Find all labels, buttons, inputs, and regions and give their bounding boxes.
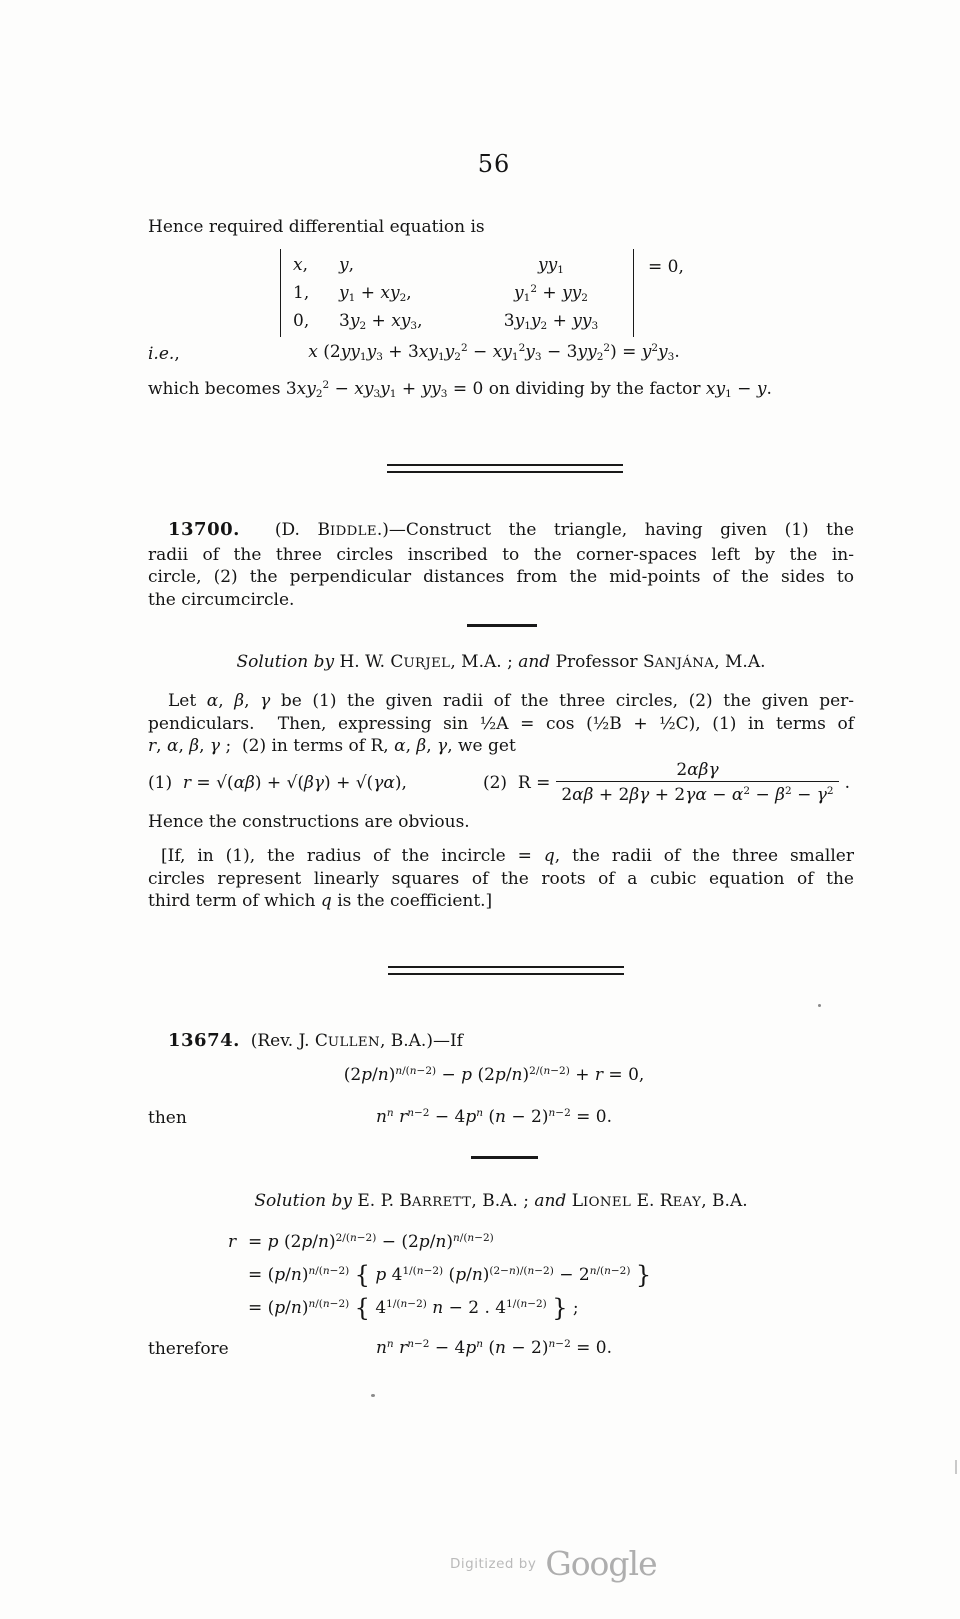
- hence-line: Hence the constructions are obvious.: [148, 812, 470, 832]
- det-equals-zero: = 0,: [648, 257, 684, 277]
- det-cell: 0,: [293, 311, 310, 331]
- scan-speck: [818, 1004, 821, 1007]
- note-line: third term of which q is the coefficient.]: [148, 891, 493, 912]
- equation-1: (1) r = √(αβ) + √(βγ) + √(γα),: [148, 773, 407, 793]
- derivation-body: = $(p/n)^{n/(n-2)}$ { $4^{1/(n-2)}$ n − 2 . $4^{1/(n-2)}$ } ;: [248, 1294, 579, 1322]
- becomes-line: which becomes $3xy_2^2 - xy_3y_1 + yy_3 = 0$ on dividing by the factor $xy_1 - y$.: [148, 379, 772, 400]
- solution-line: pendiculars. Then, expressing sin ½A = cos (½B + ½C), (1) in terms of: [148, 713, 854, 734]
- derivation-row: [228, 1292, 651, 1325]
- problem-13700-statement: [148, 519, 854, 611]
- bracketed-note: [148, 845, 854, 913]
- solution-line: r, α, β, γ ; (2) in terms of R, α, β, γ, we get: [148, 736, 516, 757]
- note-line: [If, in (1), the radius of the incircle = q, the radii of the three smaller: [161, 846, 854, 866]
- derivation-lhs: [228, 1259, 248, 1292]
- double-rule-divider: [387, 464, 623, 473]
- det-cell: 1,: [293, 283, 310, 303]
- derivation-block: [228, 1226, 651, 1325]
- problem-line: the circumcircle.: [148, 589, 295, 610]
- derivation-lhs: r: [228, 1232, 237, 1252]
- det-cell: $y_1 + xy_2$,: [339, 283, 412, 304]
- problem-13674-equation-1: $(2p/n)^{n/(n-2)} - p$ $(2p/n)^{2/(n-2)} + r = 0$,: [343, 1065, 645, 1085]
- derivation-body: = p $(2p/n)^{2/(n-2)} - (2p/n)^{n/(n-2)}$: [248, 1232, 494, 1252]
- solution-heading-13674: Solution by E. P. BARRETT, B.A. ; and LIONEL E. REAY, B.A.: [254, 1191, 748, 1211]
- derivation-row: [228, 1226, 651, 1259]
- equation-2-period: .: [844, 773, 850, 793]
- problem-line: radii of the three circles inscribed to the corner-spaces left by the in-: [148, 544, 854, 565]
- det-cell: $3y_1y_2 + yy_3$: [503, 311, 599, 332]
- det-cell: $yy_1$: [538, 255, 564, 276]
- derivation-lhs: [228, 1292, 248, 1325]
- solution-13700-paragraph: [148, 690, 854, 758]
- problem-line: circle, (2) the perpendicular distances from the mid-points of the sides to: [148, 567, 854, 588]
- therefore-label: therefore: [148, 1339, 229, 1359]
- fraction-denominator: $2\alpha\beta + 2\beta\gamma + 2\gamma\alpha - \alpha^2 - \beta^2 - \gamma^2$: [556, 781, 838, 807]
- determinant-equation: [280, 249, 684, 337]
- problem-13674-header: 13674. (Rev. J. CULLEN, B.A.)—If: [168, 1030, 463, 1051]
- det-cell: y,: [339, 255, 355, 275]
- then-row: [148, 1102, 840, 1132]
- then-label: then: [148, 1108, 187, 1128]
- google-logo: Google: [545, 1544, 657, 1583]
- fraction: [556, 759, 838, 807]
- solution-line: Let α, β, γ be (1) the given radii of the three circles, (2) the given per-: [168, 691, 855, 711]
- page-number: 56: [477, 150, 511, 178]
- equation-2: [483, 759, 850, 807]
- ie-equation: x $(2yy_1y_3 + 3xy_1y_2^2 - xy_1^2y_3 - 3yy_2^2) = y^2y_3$.: [308, 342, 680, 363]
- det-cell: $y_1^2 + yy_2$: [514, 283, 588, 304]
- equations-1-and-2-row: [148, 757, 850, 809]
- short-rule-divider: [471, 1156, 538, 1159]
- double-rule-divider: [388, 966, 624, 975]
- therefore-row: [148, 1333, 840, 1363]
- note-line: circles represent linearly squares of the roots of a cubic equation of the: [148, 868, 854, 889]
- det-cell: x,: [293, 255, 308, 275]
- det-cell: $3y_2 + xy_3$,: [339, 311, 423, 332]
- problem-13674-equation-2: $n^n$ $r^{n-2} - 4p^n$ $(n - 2)^{n-2} = 0$.: [375, 1107, 613, 1127]
- digitized-footer: [450, 1544, 657, 1583]
- determinant-matrix: [280, 249, 634, 337]
- ie-label: i.e.,: [148, 344, 180, 364]
- derivation-row: [228, 1259, 651, 1292]
- short-rule-divider: [467, 624, 537, 627]
- solution-heading-13700: Solution by H. W. CURJEL, M.A. ; and Professor SANJÁNA, M.A.: [236, 652, 766, 672]
- scan-speck: [371, 1394, 375, 1397]
- derivation-body: = $(p/n)^{n/(n-2)}$ { p $4^{1/(n-2)}$ $(p/n)^{(2-n)/(n-2)} - 2^{n/(n-2)}$ }: [248, 1261, 652, 1289]
- equation-2-lead: (2) R =: [482, 773, 551, 793]
- digitized-by-text: Digitized by: [450, 1555, 537, 1572]
- ie-equation-row: [148, 342, 840, 362]
- scan-edge-mark: [955, 1460, 957, 1474]
- intro-lead-text: Hence required differential equation is: [148, 217, 485, 237]
- final-equation: $n^n$ $r^{n-2} - 4p^n$ $(n - 2)^{n-2} = 0$.: [375, 1338, 613, 1358]
- fraction-numerator: 2αβγ: [676, 760, 719, 780]
- problem-line: 13700. (D. BIDDLE.)—Construct the triangle, having given (1) the: [168, 519, 854, 540]
